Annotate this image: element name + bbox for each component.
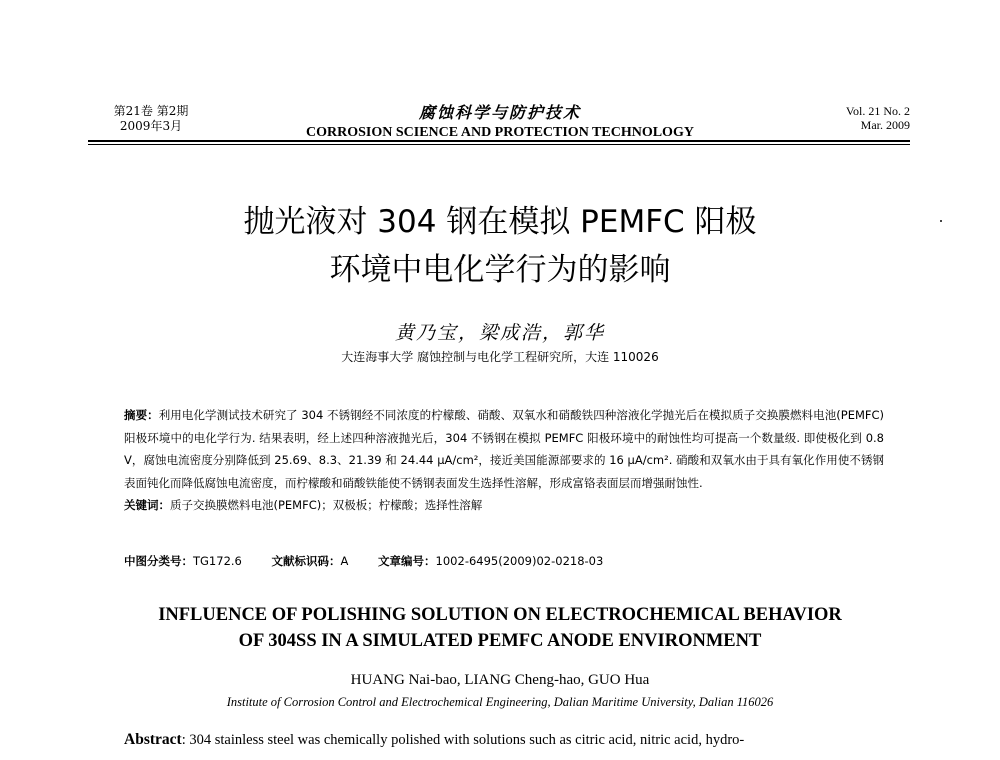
clc-label: 中图分类号：: [124, 554, 193, 568]
journal-title-en: CORROSION SCIENCE AND PROTECTION TECHNOLOGY: [306, 125, 694, 140]
abstract-en-text: : 304 stainless steel was chemically polished with solutions such as citric acid, nitric acid, hydro-: [181, 732, 745, 748]
abstract-en: [124, 731, 884, 749]
abstract-cn-text: 利用电化学测试技术研究了 304 不锈钢经不同浓度的柠檬酸、硝酸、双氧水和硝酸铁四种溶液化学抛光后在模拟质子交换膜燃料电池(PEMFC)阳极环境中的电化学行为. 结果表明，经上述四种溶液抛光后，304 不锈钢在模拟 PEMFC 阳极环境中的耐蚀性均可提高一个数量级. 即使极化到 0.8 V，腐蚀电流密度分别降低到 25.69、8.3、21.39 和 24.44 μA/cm²，接近美国能源部要求的 16 μA/cm². 硝酸和双氧水由于具有氧化作用使不锈钢表面钝化而降低腐蚀电流密度，而柠檬酸和硝酸铁能使不锈钢表面发生选择性溶解，形成富铬表面层而增强耐蚀性.: [124, 408, 885, 490]
affiliation-en: Institute of Corrosion Control and Electrochemical Engineering, Dalian Maritime University, Dalian 116026: [226, 695, 774, 709]
paper-title-en: [100, 602, 900, 654]
volume-issue-en: [770, 104, 910, 132]
scan-speck: [940, 220, 942, 222]
volume-issue-en-text: Vol. 21 No. 2: [845, 104, 910, 118]
journal-title-cn: 腐蚀科学与防护技术: [418, 103, 581, 122]
paper-title-en-line-1: INFLUENCE OF POLISHING SOLUTION ON ELECTROCHEMICAL BEHAVIOR: [158, 605, 842, 625]
abstract-cn-label: 摘要：: [124, 408, 159, 422]
volume-issue-cn: [90, 104, 212, 134]
header-rule-thin: [88, 144, 910, 145]
date-cn-text: 2009年3月: [119, 119, 183, 133]
paper-title-line-1: 抛光液对 304 钢在模拟 PEMFC 阳极: [243, 204, 757, 240]
article-number-label: 文章编号：: [378, 554, 436, 568]
doc-code-label: 文献标识码：: [271, 554, 341, 568]
paper-title-cn: [100, 198, 900, 294]
journal-header: [240, 100, 760, 141]
header-rule-thick: [88, 140, 910, 142]
date-en-text: Mar. 2009: [860, 118, 910, 132]
keywords-label: 关键词：: [124, 498, 170, 512]
authors-cn: 黄乃宝，梁成浩，郭华: [394, 322, 605, 344]
abstract-cn: [124, 404, 884, 517]
paper-title-line-2: 环境中电化学行为的影响: [329, 252, 671, 288]
classification-line: [124, 553, 884, 569]
keywords-text: 质子交换膜燃料电池(PEMFC)；双极板；柠檬酸；选择性溶解: [170, 498, 483, 512]
abstract-en-label: Abstract: [124, 731, 182, 748]
authors-en: HUANG Nai-bao, LIANG Cheng-hao, GUO Hua: [350, 672, 650, 688]
clc-value: TG172.6: [193, 554, 242, 568]
volume-issue-cn-text: 第21卷 第2期: [113, 104, 189, 118]
affiliation-cn: 大连海事大学 腐蚀控制与电化学工程研究所，大连 110026: [341, 350, 659, 364]
article-number-value: 1002-6495(2009)02-0218-03: [435, 554, 604, 568]
doc-code-value: A: [340, 554, 349, 568]
paper-title-en-line-2: OF 304SS IN A SIMULATED PEMFC ANODE ENVIRONMENT: [238, 631, 762, 651]
